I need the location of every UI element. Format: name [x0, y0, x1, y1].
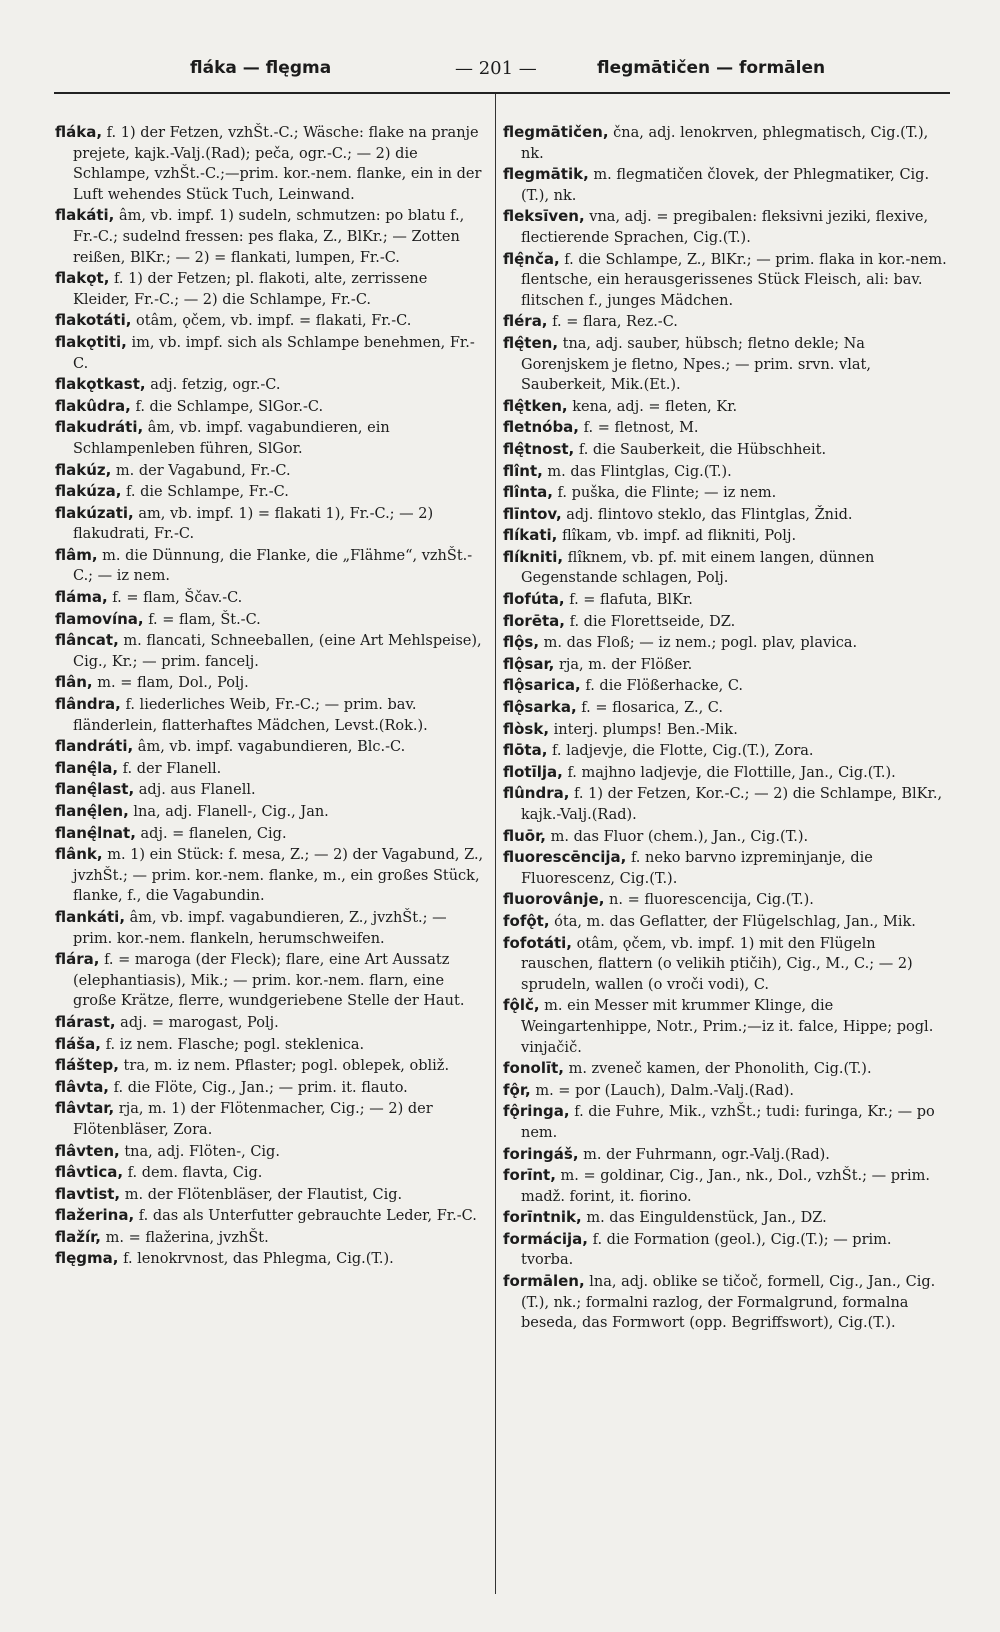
dictionary-entry: [503, 311, 948, 333]
entry-definition: otâm, ǫčem, vb. impf. 1) mit den Flügeln rauschen, flattern (o velikih ptičih), Cig., M., C.; — 2) sprudeln, wallen (o vroči vodi), C.: [521, 935, 913, 993]
dictionary-entry: [55, 907, 485, 949]
dictionary-entry: [503, 589, 948, 611]
entry-definition: m. der Flötenbläser, der Flautist, Cig.: [120, 1186, 403, 1203]
headword: flandráti,: [55, 737, 134, 756]
entry-definition: lna, adj. Flanell-, Cig., Jan.: [128, 804, 329, 820]
dictionary-entry: [55, 1248, 485, 1270]
dictionary-entry: [503, 1165, 948, 1207]
entry-definition: otâm, ǫčem, vb. impf. = flakati, Fr.-C.: [131, 313, 412, 330]
entry-definition: f. 1) der Fetzen, Kor.-C.; — 2) die Schlampe, BlKr., kajk.-Valj.(Rad).: [521, 786, 943, 823]
dictionary-entry: [503, 525, 948, 547]
headword: fláka,: [55, 123, 103, 141]
dictionary-entry: [55, 801, 485, 823]
entry-definition: m. das Floß; — iz nem.; pogl. plav, plavica.: [539, 635, 858, 652]
dictionary-entry: [503, 1101, 948, 1143]
headword: flakúz,: [55, 460, 112, 479]
dictionary-entry: [503, 762, 948, 784]
dictionary-entry: [55, 268, 485, 310]
dictionary-entry: [503, 675, 948, 697]
entry-definition: m. das Fluor (chem.), Jan., Cig.(T.).: [546, 828, 809, 845]
headword: fǫ̂lč,: [503, 996, 540, 1015]
headword: foringáš,: [503, 1144, 579, 1163]
headword: forīntnik,: [503, 1208, 582, 1227]
dictionary-entry: [55, 122, 485, 205]
dictionary-entry: [55, 310, 485, 332]
headword: flakǫtiti,: [55, 332, 127, 351]
entry-definition: m. = por (Lauch), Dalm.-Valj.(Rad).: [530, 1082, 794, 1099]
headword: flǫ̂sarica,: [503, 676, 581, 695]
dictionary-entry: [503, 933, 948, 996]
entry-definition: čna, adj. lenokrven, phlegmatisch, Cig.(T.), nk.: [521, 125, 929, 162]
dictionary-entry: [55, 694, 485, 736]
entry-definition: f. das als Unterfutter gebrauchte Leder, Fr.-C.: [134, 1208, 477, 1225]
entry-definition: interj. plumps! Ben.-Mik.: [549, 721, 738, 738]
dictionary-entry: [503, 632, 948, 654]
entry-definition: f. die Florettseide, DZ.: [565, 613, 736, 630]
headword: flavtist,: [55, 1184, 121, 1203]
entry-definition: m. flancati, Schneeballen, (eine Art Mehlspeise), Cig., Kr.; — prim. fancelj.: [73, 633, 482, 670]
headword: flakotáti,: [55, 311, 132, 330]
dictionary-entry: [55, 396, 485, 418]
running-head-right: flegmātičen — formālen: [597, 58, 826, 78]
headword: flárast,: [55, 1012, 116, 1031]
dictionary-entry: [55, 758, 485, 780]
headword: fofǫ̂t,: [503, 911, 550, 930]
dictionary-entry: [503, 504, 948, 526]
column-divider: [495, 94, 496, 1594]
headword: flęgma,: [55, 1249, 119, 1268]
entry-definition: âm, vb. impf. 1) sudeln, schmutzen: po blatu f., Fr.-C.; sudelnd fressen: pes flaka, Z., BlKr.; — Zotten reißen, BlKr.; — 2) = flankati, lumpen, Fr.-C.: [73, 208, 465, 266]
headword: flažír,: [55, 1227, 102, 1246]
entry-definition: m. der Vagabund, Fr.-C.: [111, 462, 291, 479]
entry-definition: f. = flam, Št.-C.: [143, 611, 261, 628]
headword: flotīlja,: [503, 762, 563, 781]
headword: flândra,: [55, 695, 121, 714]
dictionary-entry: [503, 122, 948, 164]
entry-definition: flîkam, vb. impf. ad flikniti, Polj.: [557, 528, 797, 545]
entry-definition: f. die Sauberkeit, die Hübschheit.: [574, 441, 827, 458]
entry-definition: âm, vb. impf. vagabundieren, Blc.-C.: [133, 739, 406, 756]
dictionary-entry: [503, 461, 948, 483]
headword: fláša,: [55, 1034, 101, 1053]
entry-definition: n. = fluorescencija, Cig.(T.).: [604, 892, 814, 909]
entry-definition: f. neko barvno izpreminjanje, die Fluorescenz, Cig.(T.).: [521, 850, 873, 887]
dictionary-entry: [503, 719, 948, 741]
entry-definition: tna, adj. Flöten-, Cig.: [119, 1143, 280, 1160]
headword: flâvtar,: [55, 1099, 115, 1118]
dictionary-entry: [55, 609, 485, 631]
headword: flę̂ten,: [503, 333, 559, 352]
dictionary-entry: [503, 206, 948, 248]
headword: flę̂nča,: [503, 249, 560, 268]
headword: flankáti,: [55, 907, 126, 926]
dictionary-entry: [503, 911, 948, 933]
headword: flòsk,: [503, 719, 550, 738]
entry-definition: m. flegmatičen človek, der Phlegmatiker, Cig.(T.), nk.: [521, 167, 930, 204]
entry-definition: f. dem. flavta, Cig.: [123, 1165, 263, 1182]
dictionary-entry: [503, 847, 948, 889]
headword: flînt,: [503, 461, 543, 480]
dictionary-entry: [55, 1141, 485, 1163]
dictionary-entry: [503, 1271, 948, 1334]
entry-definition: m. ein Messer mit krummer Klinge, die Weingartenhippe, Notr., Prim.;—iz it. falce, Hippe; pogl. vinjačič.: [521, 998, 934, 1056]
dictionary-entry: [55, 460, 485, 482]
entry-definition: f. = fletnost, M.: [579, 420, 699, 437]
headword: flažerina,: [55, 1206, 135, 1225]
entry-definition: f. die Fuhre, Mik., vzhŠt.; tudi: furinga, Kr.; — po nem.: [521, 1104, 935, 1141]
header-rule: [54, 92, 950, 94]
headword: flę̂tken,: [503, 396, 568, 415]
entry-definition: im, vb. impf. sich als Schlampe benehmen, Fr.-C.: [73, 334, 475, 372]
headword: forīnt,: [503, 1166, 556, 1185]
entry-definition: kena, adj. = fleten, Kr.: [567, 398, 738, 415]
dictionary-entry: [503, 249, 948, 312]
headword: florēta,: [503, 611, 565, 630]
headword: flamovína,: [55, 609, 144, 628]
entry-definition: tna, adj. sauber, hübsch; fletno dekle; Na Gorenjskem je fletno, Npes.; — prim. srvn. vlat, Sauberkeit, Mik.(Et.).: [521, 335, 871, 394]
entry-definition: f. liederliches Weib, Fr.-C.; — prim. bav. fländerlein, flatterhaftes Mädchen, Levst.(Rok.).: [73, 697, 428, 734]
headword: flâncat,: [55, 631, 119, 650]
dictionary-entry: [503, 995, 948, 1058]
dictionary-entry: [503, 1207, 948, 1229]
dictionary-entry: [55, 1012, 485, 1034]
headword: flōta,: [503, 741, 548, 760]
running-head-left: fláka — flęgma: [190, 58, 332, 78]
entry-definition: f. = flam, Ščav.-C.: [107, 590, 243, 607]
headword: flǫ̂s,: [503, 633, 540, 652]
dictionary-entry: [55, 205, 485, 268]
dictionary-entry: [503, 417, 948, 439]
dictionary-entry: [503, 654, 948, 676]
headword: flâvta,: [55, 1077, 110, 1096]
dictionary-entry: [55, 1184, 485, 1206]
headword: fláma,: [55, 588, 108, 607]
dictionary-entry: [503, 164, 948, 206]
headword: fléra,: [503, 312, 548, 331]
headword: flegmātičen,: [503, 123, 609, 141]
entry-definition: m. 1) ein Stück: f. mesa, Z.; — 2) der Vagabund, Z., jvzhŠt.; — prim. kor.-nem. flanke, m., ein großes Stück, flanke, f., die Vagabundin.: [73, 847, 484, 905]
headword: flanę̂la,: [55, 758, 119, 777]
dictionary-entry: [55, 1034, 485, 1056]
headword: fofotáti,: [503, 933, 572, 952]
entry-definition: m. das Flintglas, Cig.(T.).: [542, 463, 732, 480]
entry-definition: âm, vb. impf. vagabundieren, ein Schlampenleben führen, SlGor.: [73, 420, 390, 457]
entry-definition: f. puška, die Flinte; — iz nem.: [552, 485, 777, 502]
headword: flíkati,: [503, 526, 558, 545]
headword: flofúta,: [503, 590, 565, 609]
headword: formālen,: [503, 1272, 585, 1291]
entry-definition: f. = flafuta, BlKr.: [564, 592, 693, 609]
entry-definition: m. das Einguldenstück, Jan., DZ.: [581, 1210, 827, 1227]
headword: fleksīven,: [503, 207, 585, 226]
dictionary-entry: [55, 374, 485, 396]
entry-definition: âm, vb. impf. vagabundieren, Z., jvzhŠt.; — prim. kor.-nem. flankeln, herumschweifen.: [73, 909, 447, 947]
entry-definition: f. = flara, Rez.-C.: [547, 314, 678, 331]
dictionary-entry: [503, 333, 948, 396]
headword: flakáti,: [55, 206, 115, 225]
entry-definition: m. zveneč kamen, der Phonolith, Cig.(T.).: [563, 1061, 872, 1078]
headword: fláštер,: [55, 1056, 119, 1075]
headword: flakúza,: [55, 482, 122, 501]
dictionary-entry: [55, 844, 485, 907]
headword: formácija,: [503, 1229, 588, 1248]
dictionary-entry: [503, 697, 948, 719]
dictionary-entry: [503, 439, 948, 461]
headword: flanę̂len,: [55, 802, 129, 820]
dictionary-entry: [55, 417, 485, 459]
headword: flâvtica,: [55, 1163, 124, 1182]
entry-definition: f. ladjevje, die Flotte, Cig.(T.), Zora.: [547, 743, 814, 760]
entry-definition: f. majhno ladjevje, die Flottille, Jan., Cig.(T.).: [562, 764, 896, 781]
dictionary-entry: [55, 587, 485, 609]
dictionary-entry: [55, 481, 485, 503]
dictionary-entry: [55, 672, 485, 694]
entry-definition: f. = maroga (der Fleck); flare, eine Art Aussatz (elephantiasis), Mik.; — prim. kor.-nem. flarn, eine große Krätze, flerre, wundgeriebene Stelle der Haut.: [73, 952, 465, 1010]
headword: fluōr,: [503, 826, 546, 845]
entry-definition: rja, m. der Flößer.: [554, 656, 693, 673]
entry-definition: f. die Flöte, Cig., Jan.; — prim. it. flauto.: [109, 1079, 408, 1096]
headword: flíkniti,: [503, 547, 564, 566]
entry-definition: f. der Flanell.: [118, 760, 222, 777]
headword: flakúzati,: [55, 503, 134, 522]
entry-definition: f. 1) der Fetzen, vzhŠt.-C.; Wäsche: flake na pranje prejete, kajk.-Valj.(Rad); peča, ogr.-C.; — 2) die Schlampe, vzhŠt.-C.;—prim. kor.-nem. flanke, ein in der Luft wehendes Stück Tuch, Leinwand.: [73, 125, 482, 203]
dictionary-entry: [503, 547, 948, 589]
entry-definition: f. die Schlampe, SlGor.-C.: [130, 398, 324, 415]
dictionary-entry: [503, 396, 948, 418]
entry-definition: m. die Dünnung, die Flanke, die „Flähme“, vzhŠt.-C.; — iz nem.: [73, 547, 473, 585]
entry-definition: m. = flažerina, jvzhŠt.: [101, 1229, 269, 1246]
entry-definition: adj. = flanelen, Cig.: [135, 825, 287, 842]
headword: flân,: [55, 673, 93, 692]
dictionary-entry: [55, 1098, 485, 1140]
right-column: [503, 122, 948, 1334]
dictionary-entry: [503, 826, 948, 848]
entry-definition: vna, adj. = pregibalen: fleksivni jeziki, flexive, flectierende Sprachen, Cig.(T.).: [521, 209, 929, 246]
dictionary-entry: [55, 1055, 485, 1077]
headword: flanę̂lnat,: [55, 823, 136, 842]
headword: flakǫt,: [55, 269, 110, 288]
dictionary-entry: [55, 823, 485, 845]
entry-definition: f. die Flößerhacke, C.: [580, 678, 744, 695]
dictionary-entry: [55, 1205, 485, 1227]
dictionary-entry: [55, 545, 485, 587]
dictionary-entry: [55, 736, 485, 758]
entry-definition: f. = flosarica, Z., C.: [576, 700, 723, 717]
dictionary-entry: [503, 1058, 948, 1080]
entry-definition: m. = flam, Dol., Polj.: [92, 675, 249, 692]
headword: flīntov,: [503, 504, 562, 523]
headword: flę̂tnost,: [503, 439, 575, 458]
dictionary-entry: [503, 889, 948, 911]
entry-definition: m. = goldinar, Cig., Jan., nk., Dol., vzhŠt.; — prim. madž. forint, it. fiorino.: [521, 1168, 930, 1205]
entry-definition: adj. aus Flanell.: [134, 782, 256, 799]
headword: flânk,: [55, 845, 103, 864]
headword: fǫ̂r,: [503, 1080, 531, 1099]
dictionary-entry: [503, 1229, 948, 1271]
entry-definition: lna, adj. oblike se tičoč, formell, Cig., Jan., Cig.(T.), nk.; formalni razlog, der Formalgrund, formalna beseda, das Formwort (opp. Begriffswort), Cig.(T.).: [521, 1274, 936, 1332]
headword: flegmātik,: [503, 165, 589, 184]
entry-definition: f. die Schlampe, Fr.-C.: [121, 484, 289, 501]
headword: fluorescēncija,: [503, 848, 627, 867]
entry-definition: f. lenokrvnost, das Phlegma, Cig.(T.).: [118, 1251, 394, 1268]
headword: flûndra,: [503, 784, 570, 803]
headword: fonolīt,: [503, 1059, 564, 1078]
dictionary-entry: [503, 1144, 948, 1166]
entry-definition: am, vb. impf. 1) = flakati 1), Fr.-C.; — 2) flakudrati, Fr.-C.: [73, 505, 434, 543]
entry-definition: adj. flintovo steklo, das Flintglas, Žnid.: [561, 506, 853, 523]
entry-definition: tra, m. iz nem. Pflaster; pogl. oblepek, obliž.: [118, 1058, 450, 1075]
dictionary-entry: [55, 1227, 485, 1249]
headword: flára,: [55, 950, 100, 969]
headword: flǫ̂sar,: [503, 654, 555, 673]
entry-definition: adj. fetzig, ogr.-C.: [145, 377, 281, 394]
dictionary-entry: [55, 630, 485, 672]
entry-definition: f. die Schlampe, Z., BlKr.; — prim. flaka in kor.-nem. flentsche, ein herausgerissenes Stück Fleisch, ali: bav. flitschen f., junges Mädchen.: [521, 251, 947, 309]
headword: flînta,: [503, 483, 553, 502]
dictionary-entry: [55, 332, 485, 374]
entry-definition: flîknem, vb. pf. mit einem langen, dünnen Gegenstande schlagen, Polj.: [521, 549, 875, 587]
entry-definition: óta, m. das Geflatter, der Flügelschlag, Jan., Mik.: [549, 913, 916, 930]
headword: flanę̂last,: [55, 780, 135, 799]
headword: flâm,: [55, 545, 98, 564]
dictionary-entry: [55, 949, 485, 1012]
dictionary-entry: [503, 740, 948, 762]
headword: fluorovânje,: [503, 890, 605, 909]
headword: flǫ̂sarka,: [503, 698, 577, 717]
dictionary-entry: [55, 779, 485, 801]
dictionary-entry: [503, 482, 948, 504]
headword: flakûdra,: [55, 396, 131, 415]
left-column: [55, 122, 485, 1270]
dictionary-entry: [503, 1080, 948, 1102]
dictionary-entry: [55, 1162, 485, 1184]
headword: flakudráti,: [55, 418, 144, 437]
entry-definition: rja, m. 1) der Flötenmacher, Cig.; — 2) der Flötenbläser, Zora.: [73, 1101, 433, 1138]
dictionary-entry: [503, 783, 948, 825]
headword: flakǫtkast,: [55, 375, 146, 394]
entry-definition: f. iz nem. Flasche; pogl. steklenica.: [101, 1036, 365, 1053]
dictionary-entry: [503, 611, 948, 633]
dictionary-entry: [55, 1077, 485, 1099]
headword: flâvten,: [55, 1141, 120, 1160]
headword: fǫ̂ringa,: [503, 1102, 570, 1121]
page-number: — 201 —: [455, 58, 537, 79]
entry-definition: adj. = marogast, Polj.: [115, 1014, 279, 1031]
entry-definition: f. die Formation (geol.), Cig.(T.); — prim. tvorba.: [521, 1231, 892, 1269]
entry-definition: f. 1) der Fetzen; pl. flakoti, alte, zerrissene Kleider, Fr.-C.; — 2) die Schlampe, Fr.-C.: [73, 271, 428, 308]
entry-definition: m. der Fuhrmann, ogr.-Valj.(Rad).: [578, 1146, 830, 1163]
headword: fletnóba,: [503, 418, 580, 437]
dictionary-entry: [55, 503, 485, 545]
